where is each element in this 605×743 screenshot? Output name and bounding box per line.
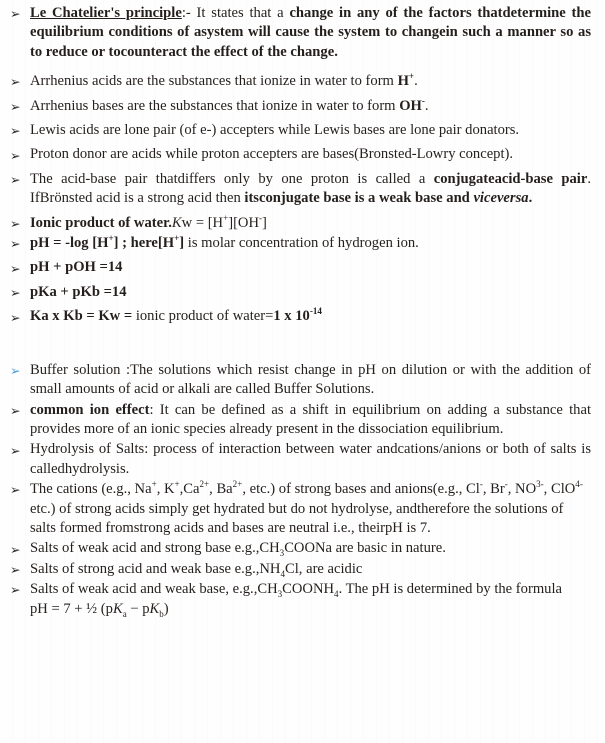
tail-text: . [414, 73, 418, 90]
list-item-ph-definition [8, 234, 591, 253]
formula-superscript: 2+ [232, 479, 243, 490]
separator: :- [181, 5, 191, 21]
formula-superscript: - [421, 95, 425, 106]
arrow-bullet-icon: ➢ [10, 74, 21, 90]
text-part: The cations (e.g., Na [30, 481, 152, 498]
emphasis-text: itsconjugate base is a weak base and [244, 190, 474, 207]
text-part: ,Ca [179, 481, 200, 498]
formula-part: ] [179, 235, 185, 252]
formula-part: ] ; here[H [113, 235, 175, 252]
text-part: , NO [507, 481, 537, 498]
text-part: , Br [482, 481, 505, 498]
arrow-bullet-icon: ➢ [10, 123, 21, 139]
list-item-hydrolysis-of-salts [8, 440, 591, 479]
list-item-common-ion-effect [8, 401, 591, 440]
value-exponent: -14 [309, 306, 322, 317]
arrow-bullet-icon: ➢ [10, 285, 21, 301]
k-symbol: K [149, 600, 160, 617]
chemical-formula [398, 73, 415, 89]
text-part: , K [156, 481, 175, 498]
k-symbol: K [171, 214, 182, 231]
tail-text: . [424, 97, 429, 114]
list-item-cations-of-strong-bases [8, 480, 591, 538]
list-item-text: Proton donor are acids while proton accepters are bases(Bronsted-Lowry concept). [30, 146, 514, 163]
formula-base: H [397, 73, 409, 90]
text-part: Salts of weak acid and strong base e.g.,CH [30, 540, 280, 557]
list-item-ionic-product-of-water [8, 214, 591, 233]
formula-superscript: + [108, 233, 114, 244]
list-item-text [30, 539, 591, 558]
mid-text: . IfBrönsted acid is a strong acid then [30, 170, 591, 207]
text-part: COONH [282, 581, 335, 598]
formula-superscript: - [504, 479, 508, 490]
arrow-bullet-icon: ➢ [10, 215, 21, 231]
lead-text: It states that a [190, 5, 290, 21]
text-part: , etc.) of strong bases and anions(e.g., Cl [242, 481, 480, 498]
formula-subscript: 3 [279, 548, 285, 559]
list-item-salts-strong-acid-weak-base [8, 560, 591, 579]
arrow-bullet-icon: ➢ [10, 147, 21, 163]
list-item-text [30, 307, 591, 326]
list-item-text [30, 214, 591, 233]
list-item-arrhenius-acids [8, 72, 591, 91]
tail-text: . [528, 190, 533, 207]
formula-part: ][OH [228, 214, 260, 231]
list-item-text: Buffer solution :The solutions which resist change in pH on dilution or with the addition of small amounts of acid or alkali are called Buffer Solutions. [30, 361, 591, 398]
formula-superscript: 3- [536, 479, 544, 490]
formula-superscript: - [259, 212, 263, 223]
formula-part: pH = -log [H [30, 235, 109, 252]
lead-text: The acid-base pair thatdiffers only by one proton is called a [30, 170, 434, 187]
formula-superscript: + [408, 71, 415, 82]
arrow-bullet-icon: ➢ [10, 541, 21, 557]
k-subscript: a [122, 608, 127, 619]
formula-base: OH [399, 97, 422, 114]
list-item-text: Lewis acids are lone pair (of e-) accepters while Lewis bases are lone pair donators. [30, 122, 520, 139]
arrow-bullet-icon: ➢ [10, 6, 21, 22]
list-item-text [30, 234, 591, 253]
list-item-text [30, 580, 591, 619]
arrow-bullet-icon: ➢ [10, 582, 21, 598]
list-item-text [30, 560, 591, 579]
list-item-lewis-acids-bases [8, 121, 591, 140]
formula-mid: − p [126, 600, 150, 617]
lead-text: Ka x Kb = Kw = [30, 308, 136, 325]
equation-text: pH + pOH =14 [30, 259, 123, 276]
formula-subscript: 4 [280, 568, 285, 579]
list-item-proton-donor-acceptor [8, 145, 591, 164]
list-item-arrhenius-bases [8, 97, 591, 116]
emphasis-term: common ion effect [30, 401, 150, 418]
list-item-buffer-solution [8, 361, 591, 400]
value-text [273, 308, 322, 324]
text-part: , Ba [209, 481, 233, 498]
list-item-text [30, 97, 591, 116]
lead-text: Arrhenius acids are the substances that ionize in water to form [30, 73, 398, 90]
formula-superscript: + [174, 233, 180, 244]
lead-text: Arrhenius bases are the substances that ionize in water to form [30, 97, 400, 114]
list-item-text [30, 170, 591, 209]
list-item-ph-plus-poh [8, 258, 591, 277]
formula-superscript: + [223, 212, 229, 223]
list-item-text [30, 4, 591, 62]
k-symbol: K [112, 600, 123, 617]
italic-emphasis: viceversa [473, 190, 529, 207]
term-heading: Le Chatelier's principle [30, 5, 182, 21]
formula-subscript: 3 [277, 589, 283, 600]
emphasis-text: change in any of the factors thatdetermine the equilibrium conditions of asystem will cause the system to changein such a manner so as to reduce or tocounteract the effect of the change. [30, 5, 592, 60]
arrow-bullet-icon: ➢ [10, 172, 21, 188]
list-item-text: Hydrolysis of Salts: process of interaction between water andcations/anions or both of salts is calledhydrolysis. [30, 441, 591, 477]
formula-superscript: 4- [575, 479, 583, 490]
text-part: . The pH is determined by the formula [338, 581, 563, 598]
tail-text: : It can be defined as a shift in equilibrium on adding a substance that provides more of an ionic species already present in the dissociation equilibrium. [30, 401, 591, 437]
text-part: Salts of strong acid and weak base e.g.,NH [30, 560, 281, 577]
list-item-ka-times-kb [8, 307, 591, 326]
formula-part: ] [262, 214, 267, 231]
equation-text: pKa + pKb =14 [30, 283, 127, 300]
list-item-text [30, 480, 591, 538]
formula-superscript: + [151, 479, 157, 490]
arrow-bullet-icon: ➢ [10, 562, 21, 577]
formula-superscript: 2+ [199, 479, 210, 490]
arrow-bullet-icon: ➢ [10, 260, 21, 276]
text-part: Salts of weak acid and weak base, e.g.,CH [30, 581, 278, 598]
list-item-text [30, 72, 591, 91]
k-subscript: b [159, 608, 164, 619]
list-item-pka-plus-pkb [8, 283, 591, 302]
arrow-bullet-icon: ➢ [10, 482, 21, 498]
formula-superscript: - [479, 479, 483, 490]
formula-part: w = [H [181, 214, 224, 231]
arrow-bullet-icon: ➢ [10, 442, 21, 458]
arrow-bullet-icon: ➢ [10, 402, 21, 418]
list-item-le-chateliers-principle [8, 4, 591, 62]
arrow-bullet-icon: ➢ [10, 98, 21, 114]
text-part: COONa are basic in nature. [284, 540, 446, 557]
list-item-text [30, 258, 591, 277]
list-item-text [30, 401, 591, 440]
chemical-formula [399, 95, 425, 114]
arrow-bullet-icon: ➢ [10, 236, 21, 252]
normal-text: ionic product of water= [135, 308, 274, 325]
lead-text: Ionic product of water. [30, 214, 172, 231]
text-part: etc.) of strong acids simply get hydrated but do not hydrolyse, andtherefore the solutions of salts formed fromstrong acids and bases are neutral i.e., theirpH is 7. [30, 500, 564, 536]
emphasis-term: conjugateacid-base pair [433, 170, 588, 187]
value-base: 1 x 10 [273, 308, 310, 325]
formula-tail: ) [163, 600, 169, 617]
formula-superscript: + [174, 479, 180, 490]
arrow-bullet-icon: ➢ [10, 362, 21, 378]
text-part: , ClO [543, 481, 576, 498]
text-part: Cl, are acidic [285, 560, 363, 577]
list-item-salts-weak-acid-weak-base [8, 580, 591, 619]
list-item-salts-weak-acid-strong-base [8, 539, 591, 558]
formula-lead: pH = 7 + ½ (p [30, 600, 113, 617]
arrow-bullet-icon: ➢ [10, 309, 21, 325]
tail-text: is molar concentration of hydrogen ion. [184, 235, 419, 252]
formula-subscript: 4 [334, 589, 339, 600]
list-item-text [30, 283, 591, 302]
notes-list [8, 4, 591, 619]
list-item-conjugate-acid-base-pair [8, 170, 591, 209]
